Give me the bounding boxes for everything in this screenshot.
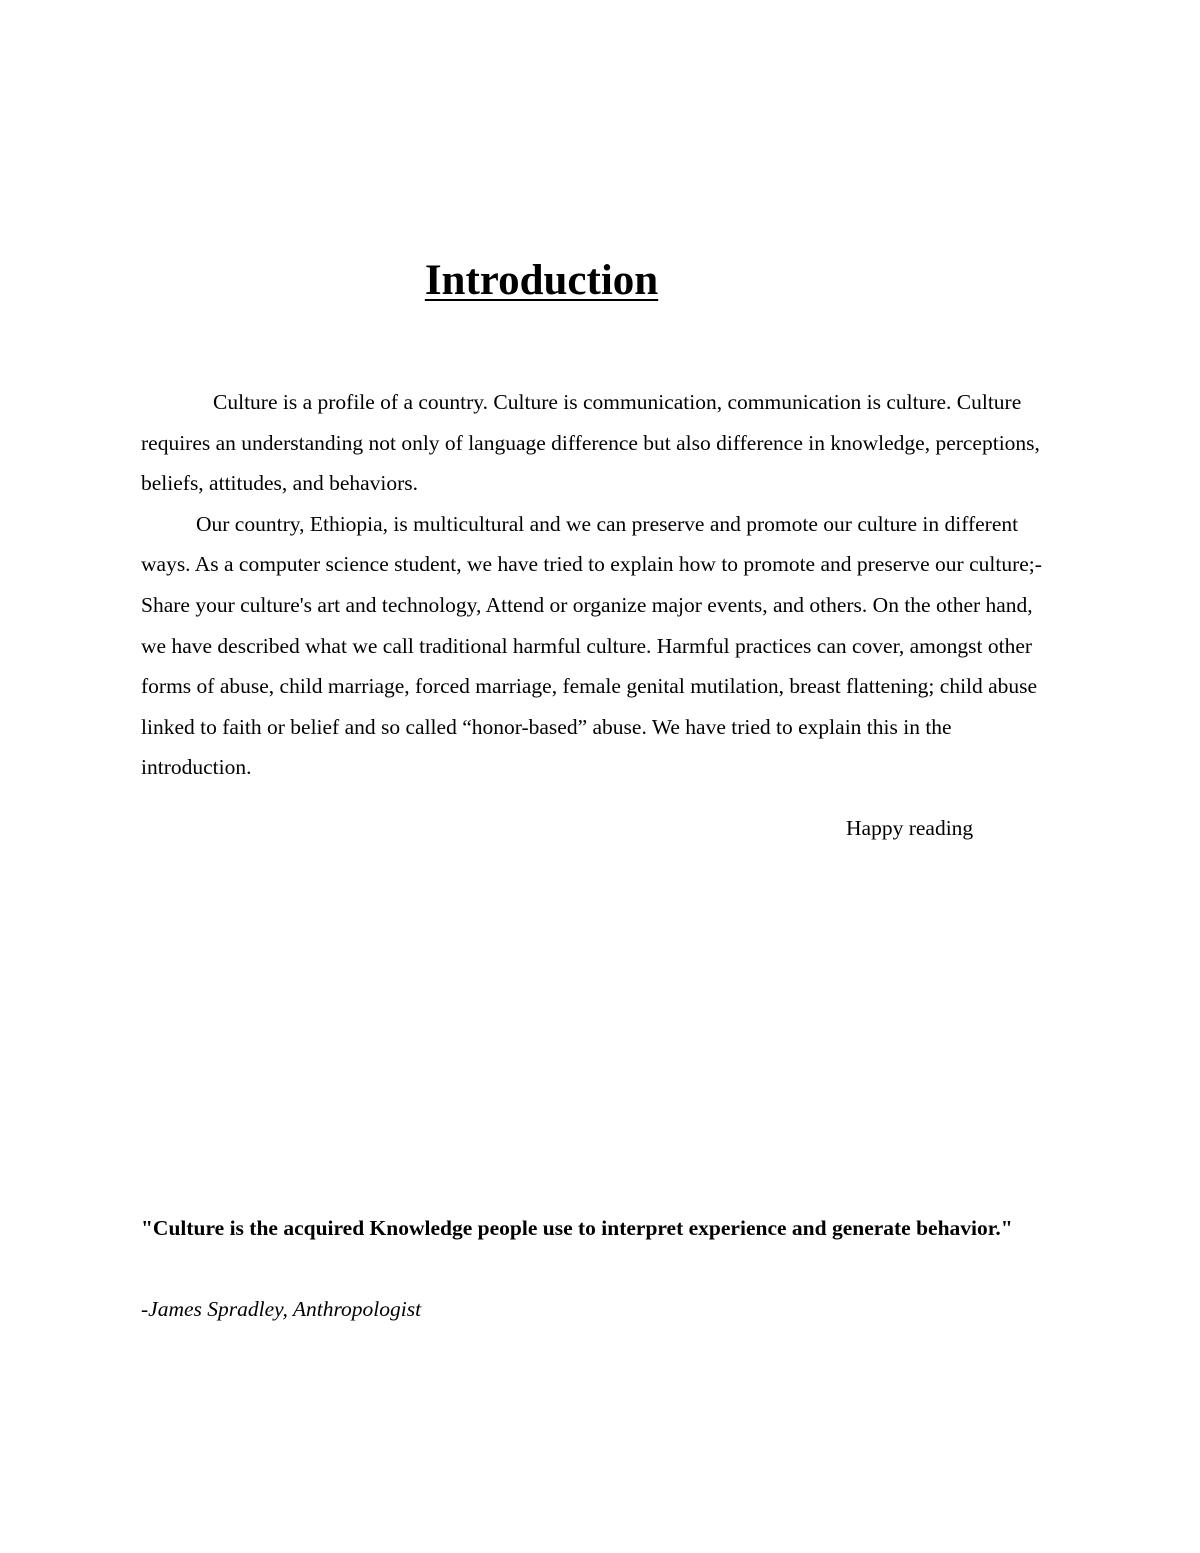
introduction-body [141,382,1046,788]
quote-attribution: -James Spradley, Anthropologist [141,1297,422,1321]
paragraph-culture-definition: Culture is a profile of a country. Culture is communication, communication is culture. Culture requires an understanding not only of language difference but also difference in knowledge, perceptions, beliefs, attitudes, and behaviors. [141,390,1040,496]
quote: "Culture is the acquired Knowledge people use to interpret experience and generate behavior." [141,1216,1013,1240]
paragraph-ethiopia-culture: Our country, Ethiopia, is multicultural and we can preserve and promote our culture in different ways. As a computer science student, we have tried to explain how to promote and preserve our culture;-Share your culture's art and technology, Attend or organize major events, and others. On the other hand, we have described what we call traditional harmful culture. Harmful practices can cover, amongst other forms of abuse, child marriage, forced marriage, female genital mutilation, breast flattening; child abuse linked to faith or belief and so called “honor-based” abuse. We have tried to explain this in the introduction. [141,511,1042,780]
page-title: Introduction [424,257,659,304]
sign-off: Happy reading [846,816,974,840]
